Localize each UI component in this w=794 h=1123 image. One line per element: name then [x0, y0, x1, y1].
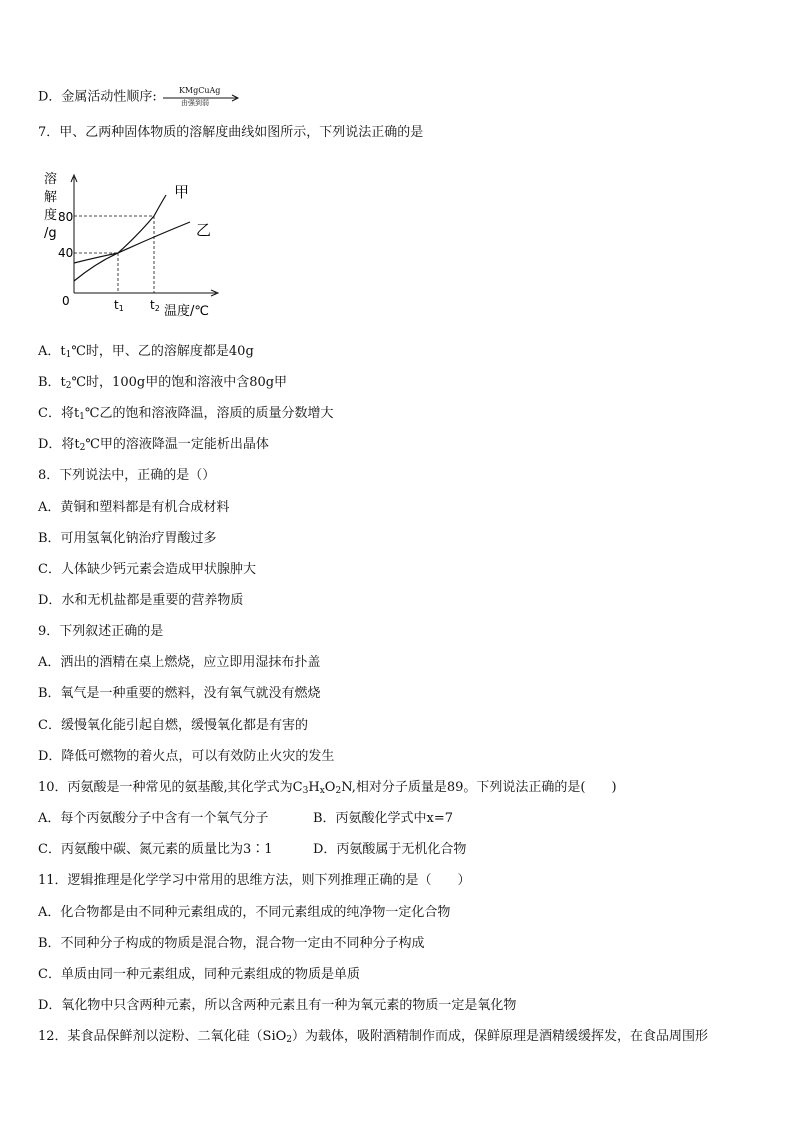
curve-label-jia: 甲 [174, 183, 190, 201]
solubility-curve-graph [38, 165, 238, 325]
arrow-bottom-text: 由强到弱 [180, 99, 209, 107]
question-9-stem: 9．下列叙述正确的是 [38, 624, 164, 639]
question-9-option-d: D．降低可燃物的着火点，可以有效防止火灾的发生 [38, 749, 335, 764]
question-7-option-d: D．将$t_2℃$甲的溶液降温一定能析出晶体 [38, 437, 269, 453]
question-8-option-b: B．可用氢氧化钠治疗胃酸过多 [38, 531, 217, 546]
question-10-option-a: A．每个丙氨酸分子中含有一个氧气分子 [38, 811, 269, 826]
question-7-option-b: B．$t_2℃$时，100g甲的饱和溶液中含80g甲 [38, 375, 288, 391]
question-10-option-c: C．丙氨酸中碳、氮元素的质量比为3∶1 [38, 842, 273, 857]
question-10-options-cd [38, 842, 638, 858]
question-8-option-d: D．水和无机盐都是重要的营养物质 [38, 593, 244, 608]
y-tick-40: 40 [58, 246, 74, 260]
question-11-option-b: B．不同种分子构成的物质是混合物，混合物一定由不同种分子构成 [38, 936, 425, 951]
curve-jia [74, 195, 166, 263]
y-tick-80: 80 [58, 210, 74, 224]
question-10-option-d: D．丙氨酸属于无机化合物 [313, 842, 467, 857]
curve-yi [74, 222, 190, 281]
x-axis-label: 温度/℃ [164, 304, 209, 319]
question-10-option-b: B．丙氨酸化学式中x=7 [313, 811, 454, 826]
y-label-char: 溶 [44, 172, 58, 187]
question-9-option-b: B．氧气是一种重要的燃料，没有氧气就没有燃烧 [38, 686, 321, 701]
question-11-option-c: C．单质由同一种元素组成，同种元素组成的物质是单质 [38, 967, 360, 982]
question-11-option-d: D．氧化物中只含两种元素，所以含两种元素且有一种为氧元素的物质一定是氧化物 [38, 998, 517, 1013]
question-12-stem: 12．某食品保鲜剂以淀粉、二氧化硅（SiO$_2$）为载体，吸附酒精制作而成，保鲜原理是酒精缓缓挥发，在食品周围形 [38, 1029, 709, 1045]
question-8-stem: 8．下列说法中，正确的是（） [38, 468, 216, 483]
question-7-option-a: A．$t_1℃$时，甲、乙的溶解度都是40g [38, 344, 254, 360]
question-8-option-c: C．人体缺少钙元素会造成甲状腺肿大 [38, 562, 256, 577]
x-tick-t2: t2 [150, 298, 160, 313]
question-11-stem: 11．逻辑推理是化学学习中常用的思维方法，则下列推理正确的是（ ） [38, 873, 471, 888]
reaction-arrow [163, 86, 241, 107]
option-d-metal-activity [38, 86, 241, 107]
question-7-option-c: C．将$t_1℃$乙的饱和溶液降温，溶质的质量分数增大 [38, 406, 334, 422]
x-tick-t1: t1 [114, 298, 124, 313]
question-10-options-ab [38, 811, 638, 827]
curve-label-yi: 乙 [196, 221, 212, 239]
question-10-stem: 10．丙氨酸是一种常见的氨基酸,其化学式为$C_3H_xO_2N$,相对分子质量是89。下列说法正确的是( ) [38, 780, 617, 796]
question-7-stem: 7．甲、乙两种固体物质的溶解度曲线如图所示，下列说法正确的是 [38, 125, 424, 140]
option-label: D．金属活动性顺序: [38, 89, 157, 105]
question-9-option-c: C．缓慢氧化能引起自燃，缓慢氧化都是有害的 [38, 718, 308, 733]
origin-label: 0 [62, 294, 70, 308]
question-8-option-a: A．黄铜和塑料都是有机合成材料 [38, 500, 230, 515]
y-label-char: /g [44, 226, 57, 241]
question-9-option-a: A．洒出的酒精在桌上燃烧，应立即用湿抹布扑盖 [38, 655, 321, 670]
y-label-char: 解 [44, 190, 58, 205]
question-11-option-a: A．化合物都是由不同种元素组成的，不同元素组成的纯净物一定化合物 [38, 905, 451, 920]
y-label-char: 度 [44, 208, 58, 223]
arrow-top-text: KMgCuAg [178, 86, 221, 95]
